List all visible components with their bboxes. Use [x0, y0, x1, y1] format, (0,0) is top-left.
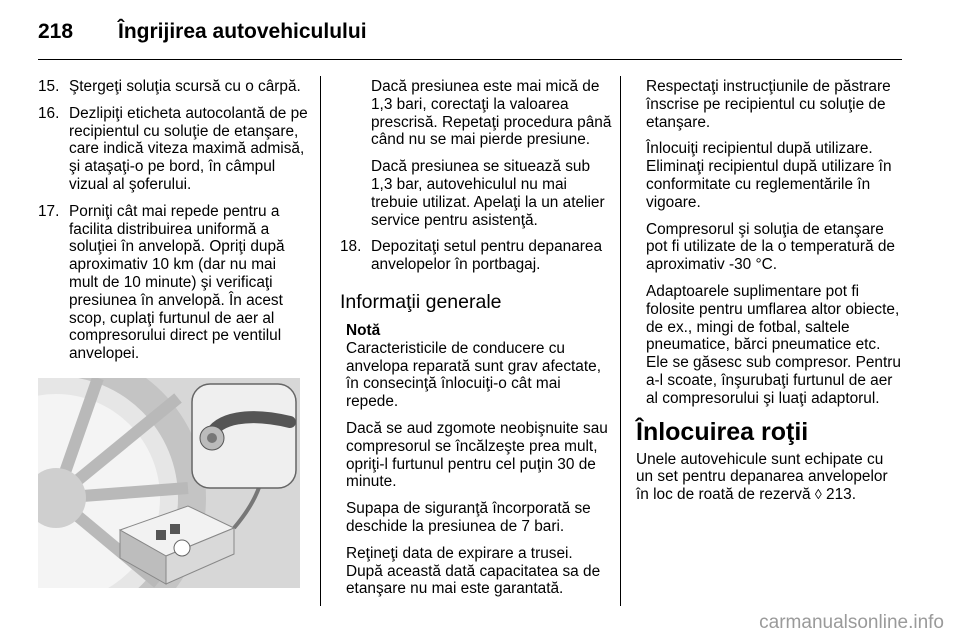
paragraph [636, 451, 904, 504]
page-number: 218 [38, 20, 74, 43]
watermark: carmanualsonline.info [759, 612, 944, 633]
column-1 [38, 78, 308, 593]
paragraph: Dacă presiunea se situează sub 1,3 bar, autovehiculul nu mai trebuie utilizat. Apelaţi la un atelier service pentru asistenţă. [371, 158, 605, 229]
note-block [340, 322, 612, 598]
note-text: Caracteristicile de conducere cu anvelopa reparată sunt grav afectate, în consecinţă înlocuiţi-o cât mai repede. [346, 339, 601, 411]
page-reference-link[interactable]: 213. [826, 486, 856, 504]
item-text: Depozitaţi setul pentru depanarea anvelopelor în portbagaj. [371, 238, 603, 274]
paragraph: Dacă presiunea este mai mică de 1,3 bari, corectaţi la valoarea prescrisă. Repetaţi procedura până când nu se mai pierde presiune. [371, 78, 612, 149]
section-heading: Informaţii generale [340, 290, 502, 313]
item-number: 18. [340, 238, 362, 256]
paragraph: Supapa de siguranţă încorporată se deschide la presiunea de 7 bari. [346, 500, 591, 535]
item-number: 17. [38, 202, 60, 220]
paragraph: Reţineţi data de expirare a trusei. După această dată capacitatea sa de etanşare nu mai este garantată. [346, 544, 601, 598]
list-item [38, 78, 308, 96]
paragraph: Înlocuiţi recipientul după utilizare. Eliminaţi recipientul după utilizare în conformitate cu reglementările în vigoare. [646, 140, 892, 211]
list-item [38, 203, 308, 363]
list-item [38, 105, 308, 194]
item-text: Porniţi cât mai repede pentru a facilita distribuirea uniformă a soluţiei în anvelopă. Opriţi după aproximativ 10 km (dar nu mai mult de 10 minute) şi verificaţi presiunea în anvelopă. În acest scop, cuplaţi furtunul de aer al compresorului direct pe ventilul anvelopei. [69, 202, 285, 363]
paragraph: Respectaţi instrucţiunile de păstrare înscrise pe recipientul cu soluţie de etanşare. [646, 78, 891, 131]
item-text: Ştergeţi soluţia scursă cu o cârpă. [69, 78, 301, 95]
paragraph-text: Unele autovehicule sunt echipate cu un set pentru depanarea anvelopelor în loc de roată de rezervă [636, 450, 888, 504]
note-label: Notă [346, 321, 381, 339]
header-rule [38, 59, 902, 60]
section-heading: Înlocuirea roţii [636, 417, 809, 446]
list-item [340, 238, 612, 274]
column-2 [340, 78, 612, 607]
page-reference-arrow-icon: ◊ [814, 486, 822, 503]
paragraph: Dacă se aud zgomote neobişnuite sau compresorul se încălzeşte prea mult, opriţi-l furtunul pentru cel puţin 30 de minute. [346, 419, 608, 491]
paragraph: Adaptoarele suplimentare pot fi folosite pentru umflarea altor obiecte, de ex., mingi de fotbal, saltele pneumatice, bărci pneumatice etc. Ele se găsesc sub compresor. Pentru a-l scoate, înşurubaţi furtunul de aer al compresorului şi luaţi adaptorul. [646, 282, 901, 407]
page-title: Îngrijirea autovehiculului [118, 20, 367, 43]
item-number: 16. [38, 104, 60, 122]
item-number: 15. [38, 78, 60, 95]
item-text: Dezlipiţi eticheta autocolantă de pe recipientul cu soluţie de etanşare, care indică viteza maximă admisă, şi ataşaţi-o pe bord, în câmpul vizual al şoferului. [69, 104, 308, 193]
column-divider [320, 76, 321, 606]
paragraph: Compresorul şi soluţia de etanşare pot fi utilizate de la o temperatură de aproximativ -30 °C. [646, 220, 895, 274]
tire-compressor-illustration [38, 378, 300, 588]
column-divider [620, 76, 621, 606]
column-3 [636, 78, 904, 513]
valve-detail-inset [192, 384, 296, 488]
